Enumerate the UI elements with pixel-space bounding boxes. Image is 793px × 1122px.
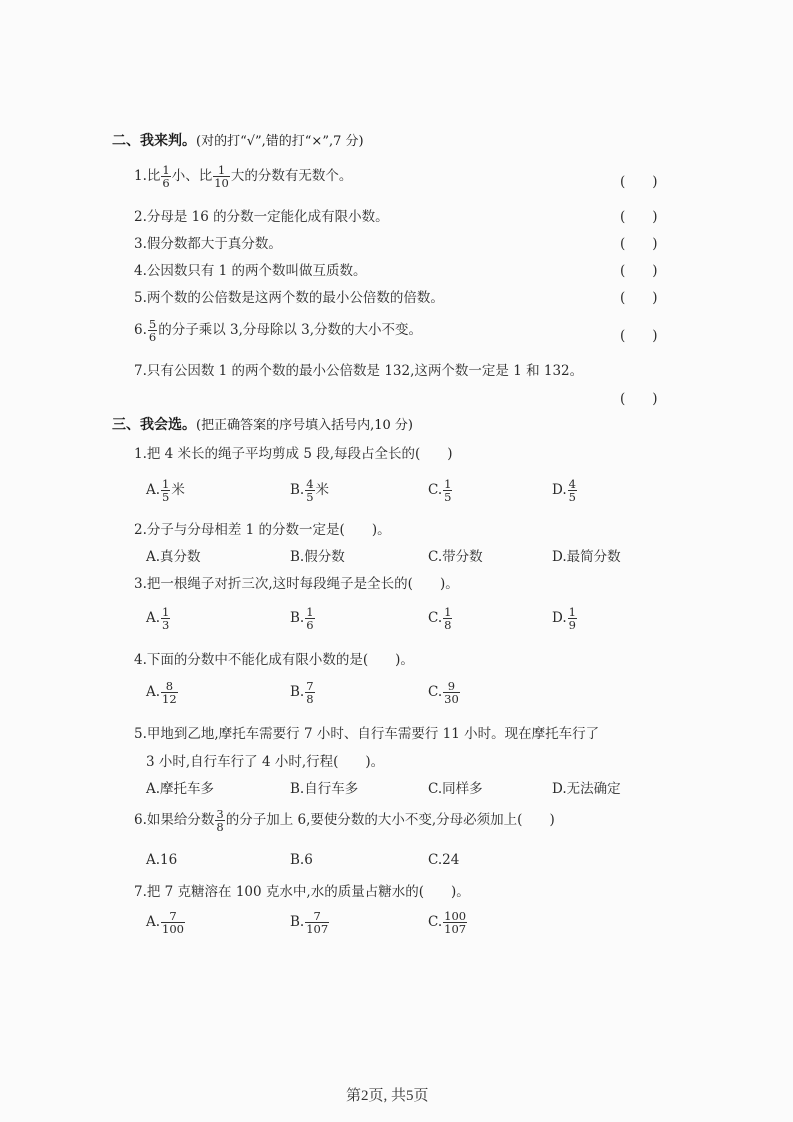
q7-option-c[interactable]: C. $\frac{100}{107}$ (428, 909, 467, 936)
choice-question-4: 4.下面的分数中不能化成有限小数的是( )。 (134, 652, 414, 668)
q5-option-d[interactable]: D.无法确定 (552, 781, 621, 797)
q3-option-d[interactable]: D. $\frac{1}{9}$ (552, 605, 576, 632)
q2-option-b[interactable]: B.假分数 (290, 549, 345, 565)
fraction: $\frac{5}{6}$ (148, 317, 157, 344)
answer-bracket-2[interactable]: ( ) (620, 209, 658, 225)
q7-option-a[interactable]: A. $\frac{7}{100}$ (146, 909, 184, 936)
choice-question-5-line-1: 5.甲地到乙地,摩托车需要行 7 小时、自行车需要行 11 小时。现在摩托车行了 (134, 726, 600, 742)
q1-option-b[interactable]: B. $\frac{4}{5}$ 米 (290, 477, 330, 504)
q2-option-c[interactable]: C.带分数 (428, 549, 483, 565)
page-number: 第2页, 共5页 (346, 1088, 429, 1104)
q4-option-b[interactable]: B. $\frac{7}{8}$ (290, 679, 314, 706)
judge-item-3: 3.假分数都大于真分数。 (134, 236, 282, 252)
section-3-title: 三、我会选。 (112, 417, 196, 433)
fraction: $\frac{1}{6}$ (162, 163, 170, 190)
judge-item-2: 2.分母是 16 的分数一定能化成有限小数。 (134, 209, 389, 225)
judge-item-6: 6. $\frac{5}{6}$ 的分子乘以 3,分母除以 3,分数的大小不变。 (134, 317, 423, 344)
choice-question-5-line-2: 3 小时,自行车行了 4 小时,行程( )。 (146, 754, 385, 770)
q7-option-b[interactable]: B. $\frac{7}{107}$ (290, 909, 329, 936)
q2-option-d[interactable]: D.最简分数 (552, 549, 621, 565)
q1-option-c[interactable]: C. $\frac{1}{5}$ (428, 477, 452, 504)
fraction: $\frac{1}{10}$ (214, 163, 229, 190)
q1-option-d[interactable]: D. $\frac{4}{5}$ (552, 477, 576, 504)
section-2-title: 二、我来判。 (112, 133, 196, 149)
q6-option-a[interactable]: A.16 (146, 852, 178, 868)
choice-question-1: 1.把 4 米长的绳子平均剪成 5 段,每段占全长的( ) (134, 446, 453, 462)
choice-question-6: 6.如果给分数 $\frac{3}{8}$ 的分子加上 6,要使分数的大小不变,分母必须加上( ) (134, 807, 555, 834)
answer-bracket-3[interactable]: ( ) (620, 236, 658, 252)
choice-question-7: 7.把 7 克糖溶在 100 克水中,水的质量占糖水的( )。 (134, 884, 470, 900)
q3-option-b[interactable]: B. $\frac{1}{6}$ (290, 605, 314, 632)
q6-option-b[interactable]: B.6 (290, 852, 313, 868)
judge-item-1: 1.比 $\frac{1}{6}$ 小、比 $\frac{1}{10}$ 大的分数有无数个。 (134, 163, 353, 190)
section-2-note: (对的打“√”,错的打“×”,7 分) (196, 134, 364, 149)
q5-option-c[interactable]: C.同样多 (428, 781, 483, 797)
judge-item-5: 5.两个数的公倍数是这两个数的最小公倍数的倍数。 (134, 290, 444, 306)
q5-option-b[interactable]: B.自行车多 (290, 781, 359, 797)
section-3-heading (112, 414, 413, 434)
answer-bracket-1[interactable]: ( ) (620, 174, 658, 190)
answer-bracket-6[interactable]: ( ) (620, 328, 658, 344)
q3-option-c[interactable]: C. $\frac{1}{8}$ (428, 605, 452, 632)
answer-bracket-7[interactable]: ( ) (620, 391, 658, 407)
section-2-heading (112, 130, 364, 150)
q3-option-a[interactable]: A. $\frac{1}{3}$ (146, 605, 170, 632)
q5-option-a[interactable]: A.摩托车多 (146, 781, 215, 797)
q1-option-a[interactable]: A. $\frac{1}{5}$ 米 (146, 477, 185, 504)
q6-option-c[interactable]: C.24 (428, 852, 460, 868)
q4-option-a[interactable]: A. $\frac{8}{12}$ (146, 679, 177, 706)
section-3-note: (把正确答案的序号填入括号内,10 分) (196, 418, 413, 433)
answer-bracket-5[interactable]: ( ) (620, 290, 658, 306)
judge-item-7: 7.只有公因数 1 的两个数的最小公倍数是 132,这两个数一定是 1 和 132。 (134, 363, 584, 379)
judge-item-4: 4.公因数只有 1 的两个数叫做互质数。 (134, 263, 367, 279)
answer-bracket-4[interactable]: ( ) (620, 263, 658, 279)
q2-option-a[interactable]: A.真分数 (146, 549, 201, 565)
choice-question-3: 3.把一根绳子对折三次,这时每段绳子是全长的( )。 (134, 576, 459, 592)
choice-question-2: 2.分子与分母相差 1 的分数一定是( )。 (134, 522, 391, 538)
q4-option-c[interactable]: C. $\frac{9}{30}$ (428, 679, 459, 706)
